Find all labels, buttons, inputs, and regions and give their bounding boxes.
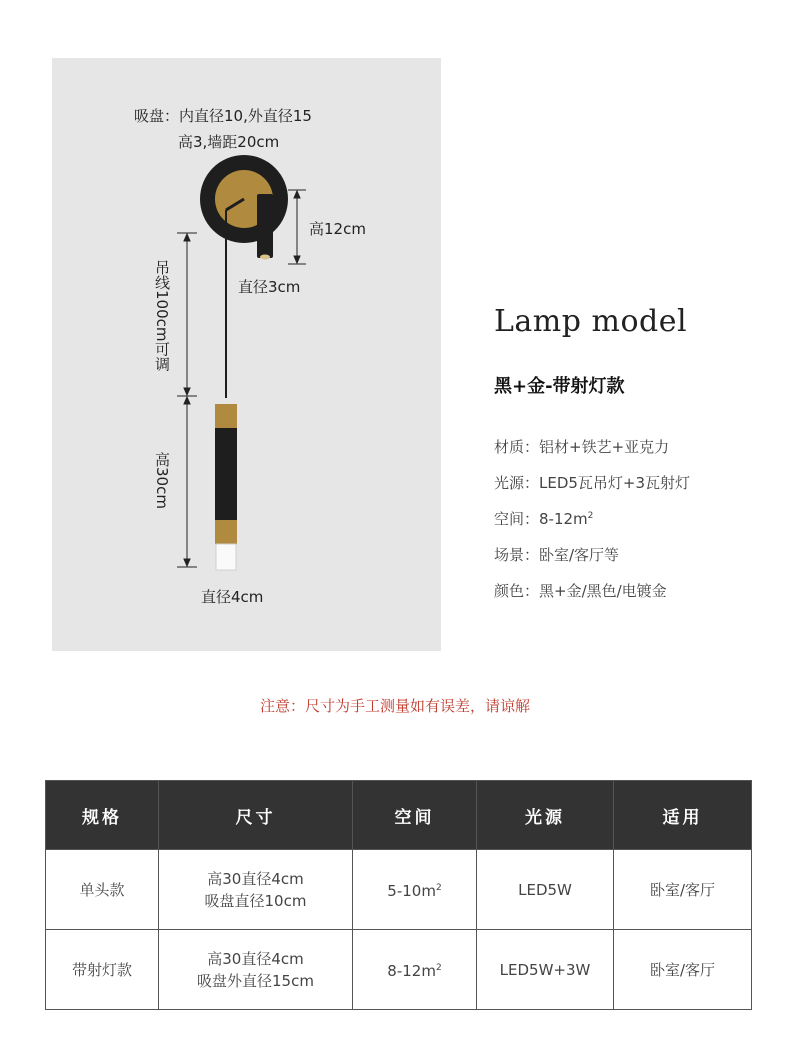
table-cell-spec: 带射灯款 — [46, 930, 159, 1010]
model-variant: 黑+金-带射灯款 — [494, 376, 625, 397]
body-height-label: 高30cm — [153, 452, 171, 509]
size-line-2: 吸盘外直径15cm — [197, 971, 314, 990]
pendant-diffuser — [216, 544, 236, 570]
table-header-spec: 规格 — [46, 781, 159, 850]
table-row — [46, 930, 752, 1010]
table-row — [46, 850, 752, 930]
space-value: 8-12m — [387, 962, 436, 980]
spec-space-text: 空间：8-12m — [494, 510, 588, 528]
space-sup: 2 — [435, 963, 442, 973]
table-cell-usage: 卧室/客厅 — [614, 930, 752, 1010]
table-cell-space — [353, 850, 477, 930]
size-line-2: 吸盘直径10cm — [204, 891, 307, 910]
table-cell-size — [159, 930, 353, 1010]
measurement-note: 注意：尺寸为手工测量如有误差，请谅解 — [259, 697, 530, 715]
size-line-1: 高30直径4cm — [207, 949, 304, 968]
cord-length-label: 吊线100cm可调 — [153, 260, 171, 372]
pendant-black-body — [215, 428, 237, 520]
spec-light-source: 光源：LED5瓦吊灯+3瓦射灯 — [494, 474, 691, 492]
mount-dimension-label-2: 高3,墙距20cm — [178, 133, 280, 151]
spec-color: 颜色：黑+金/黑色/电镀金 — [494, 582, 667, 600]
model-title: Lamp model — [494, 304, 688, 339]
pendant-gold-bottom — [215, 520, 237, 544]
spec-scene: 场景：卧室/客厅等 — [494, 546, 620, 564]
spotlight-lens — [260, 255, 270, 260]
size-line-1: 高30直径4cm — [207, 869, 304, 888]
space-sup: 2 — [435, 883, 442, 893]
dimension-spot-height — [288, 190, 306, 264]
dimension-cord-length — [177, 233, 197, 396]
spec-material: 材质：铝材+铁艺+亚克力 — [494, 438, 670, 456]
spec-space-sup: 2 — [587, 511, 594, 521]
table-cell-size — [159, 850, 353, 930]
space-value: 5-10m — [387, 882, 436, 900]
spec-table — [45, 780, 752, 1010]
table-cell-spec: 单头款 — [46, 850, 159, 930]
table-cell-space — [353, 930, 477, 1010]
table-header-light: 光源 — [477, 781, 614, 850]
table-header-usage: 适用 — [614, 781, 752, 850]
table-header-space: 空间 — [353, 781, 477, 850]
body-diameter-label: 直径4cm — [201, 588, 264, 606]
spec-space — [494, 508, 593, 529]
spotlight-body — [257, 194, 273, 258]
table-header-row — [46, 781, 752, 850]
spot-diameter-label: 直径3cm — [238, 278, 301, 296]
table-cell-usage: 卧室/客厅 — [614, 850, 752, 930]
pendant-gold-top — [215, 404, 237, 428]
table-cell-light: LED5W+3W — [477, 930, 614, 1010]
mount-dimension-label: 吸盘：内直径10,外直径15 — [134, 107, 312, 125]
spot-height-label: 高12cm — [309, 220, 366, 238]
table-header-size: 尺寸 — [159, 781, 353, 850]
table-cell-light: LED5W — [477, 850, 614, 930]
dimension-body-height — [177, 397, 197, 567]
